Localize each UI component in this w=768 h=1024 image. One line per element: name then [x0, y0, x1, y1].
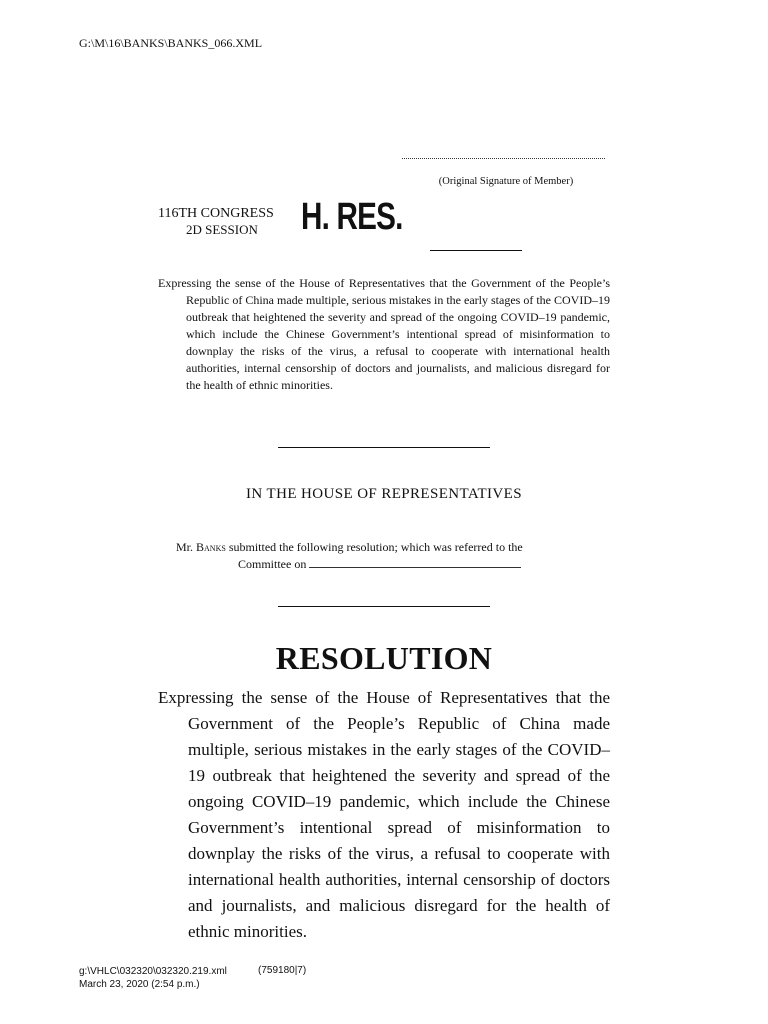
- committee-blank: [309, 557, 521, 568]
- resolution-number-blank: [430, 250, 522, 251]
- file-path: G:\M\16\BANKS\BANKS_066.XML: [79, 36, 263, 50]
- congress-number: 116: [158, 206, 179, 221]
- footer-code: (759180|7): [258, 965, 307, 976]
- chamber-heading: IN THE HOUSE OF REPRESENTATIVES: [246, 486, 522, 502]
- resolution-type: H. RES.: [301, 196, 403, 238]
- divider-rule: [278, 606, 490, 607]
- footer-path: g:\VHLC\032320\032320.219.xml: [79, 966, 227, 977]
- summary-paragraph: Expressing the sense of the House of Representatives that the Government of the People’s Republic of China made multiple, serious mistakes in the early stages of the COVID–19 outbreak that heightened the severity and spread of the ongoing COVID–19 pandemic, which include the Chinese Government’s intentional spread of misinformation to downplay the risks of the virus, a refusal to cooperate with international health authorities, internal censorship of doctors and journalists, and malicious disregard for the health of ethnic minorities.: [158, 276, 610, 392]
- session-word: D SESSION: [192, 222, 258, 237]
- session-prefix: 2: [186, 222, 193, 237]
- submission-statement: [176, 539, 596, 573]
- submission-text: submitted the following resolution; which was referred to the: [228, 540, 523, 554]
- congress-word: CONGRESS: [200, 206, 274, 221]
- resolution-title: RESOLUTION: [275, 640, 493, 676]
- member-prefix: Mr.: [176, 540, 194, 554]
- session-label: [186, 222, 258, 238]
- divider-rule: [278, 447, 490, 448]
- member-name: Banks: [196, 540, 226, 554]
- committee-label: Committee on: [238, 557, 307, 571]
- footer-info: [79, 965, 227, 991]
- resolution-body: Expressing the sense of the House of Representatives that the Government of the People’s Republic of China made multiple, serious mistakes in the early stages of the COVID–19 outbreak that heightened the severity and spread of the ongoing COVID–19 pandemic, which include the Chinese Government’s intentional spread of misinformation to downplay the risks of the virus, a refusal to cooperate with international health authorities, internal censorship of doctors and journalists, and malicious disregard for the health of ethnic minorities.: [158, 688, 610, 941]
- submission-line: [176, 539, 596, 556]
- signature-line: [402, 152, 605, 159]
- congress-suffix: TH: [178, 206, 198, 221]
- congress-label: [158, 206, 274, 222]
- signature-caption: (Original Signature of Member): [438, 176, 574, 187]
- committee-line: [238, 556, 596, 573]
- footer-timestamp: March 23, 2020 (2:54 p.m.): [79, 979, 200, 990]
